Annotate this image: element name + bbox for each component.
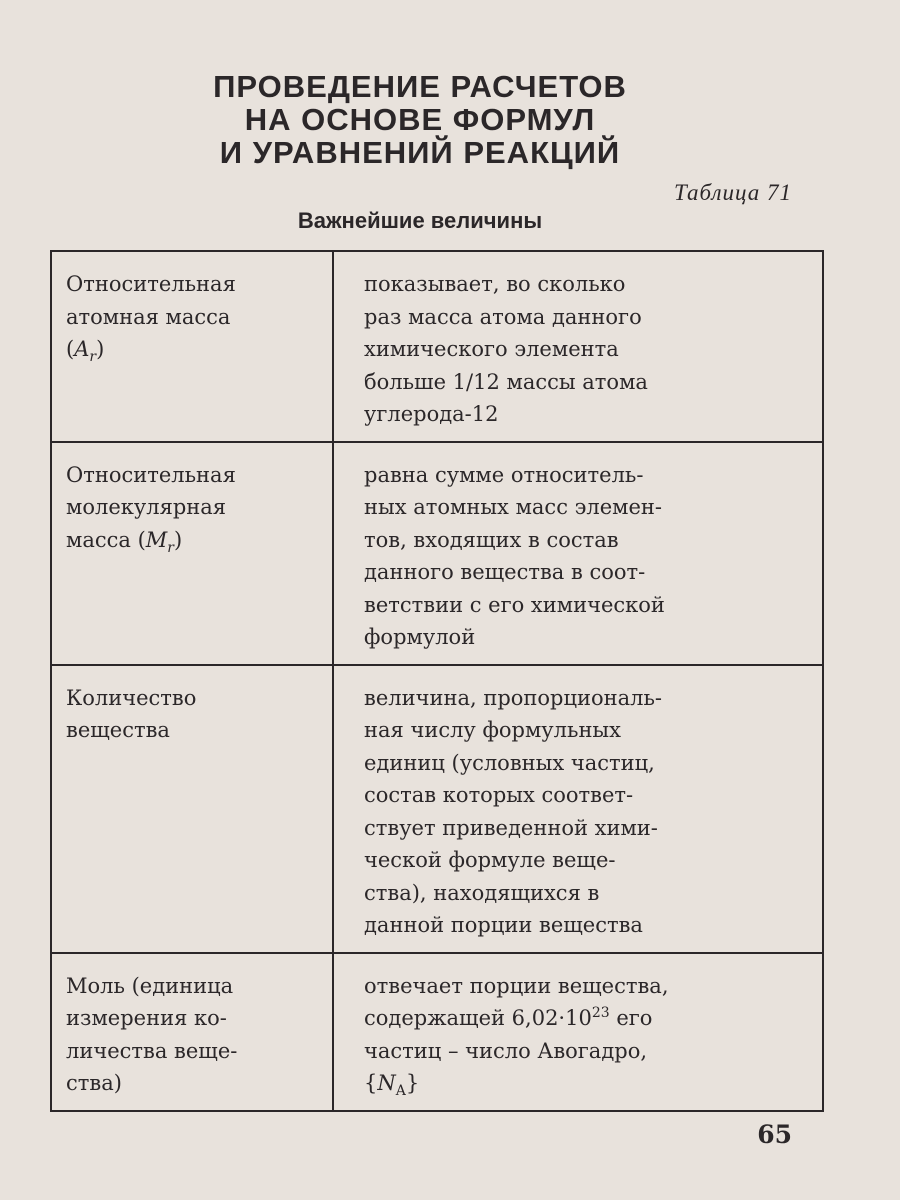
text-line: раз масса атома данного <box>364 304 642 329</box>
table-title: Важнейшие величины <box>297 208 543 233</box>
text-line: больше 1/12 массы атома <box>364 369 648 394</box>
term-cell <box>51 953 333 1111</box>
text-line: $\{N_A\}$ <box>364 1071 420 1100</box>
text-line: ная числу формульных <box>364 718 621 742</box>
table-row <box>51 665 823 953</box>
text-line: личества веще- <box>66 1038 238 1063</box>
text-line: данной порции вещества <box>364 913 643 937</box>
text-line: формулой <box>364 625 476 649</box>
text-line: атомная масса <box>66 304 231 329</box>
definition-cell <box>333 665 823 953</box>
text-line: содержащей $6,02\cdot 10^{23}$ его <box>364 1005 653 1030</box>
text-line: ствует приведенной хими- <box>364 815 658 840</box>
text-line: данного вещества в соот- <box>364 560 646 584</box>
definition-cell <box>333 953 823 1111</box>
text-line: тов, входящих в состав <box>364 527 619 552</box>
title-line: НА ОСНОВЕ ФОРМУЛ <box>244 102 596 137</box>
table-number: Таблица 71 <box>673 180 792 205</box>
text-line: ных атомных масс элемен- <box>364 495 663 519</box>
text-line: ветствии с его химической <box>364 592 665 617</box>
title-line: ПРОВЕДЕНИЕ РАСЧЕТОВ <box>213 69 627 104</box>
term-cell <box>51 442 333 665</box>
term-cell <box>51 665 333 953</box>
page-title <box>0 70 840 169</box>
text-line: Относительная <box>66 462 236 487</box>
text-line: углерода-12 <box>364 402 499 426</box>
text-line: химического элемента <box>364 337 619 361</box>
definition-cell <box>333 442 823 665</box>
table-row <box>51 442 823 665</box>
page-number: 65 <box>757 1120 792 1149</box>
text-line: состав которых соответ- <box>364 783 634 807</box>
text-line: ческой формуле веще- <box>364 848 616 872</box>
text-line: показывает, во сколько <box>364 272 626 296</box>
text-line: молекулярная <box>66 495 227 519</box>
text-line: частиц – число Авогадро, <box>364 1038 648 1063</box>
title-line: И УРАВНЕНИЙ РЕАКЦИЙ <box>219 135 621 170</box>
text-line: единиц (условных частиц, <box>364 750 655 775</box>
definition-cell <box>333 251 823 442</box>
quantities-table <box>50 250 824 1112</box>
text-line: равна сумме относитель- <box>364 462 644 487</box>
text-line: ства), находящихся в <box>364 880 600 905</box>
text-line: масса $(M_r)$ <box>66 527 183 556</box>
text-line: ства) <box>66 1071 122 1095</box>
text-line: величина, пропорциональ- <box>364 685 663 710</box>
text-line: Моль (единица <box>66 973 234 998</box>
table-row <box>51 251 823 442</box>
text-line: Относительная <box>66 272 236 296</box>
text-line: вещества <box>66 718 170 742</box>
text-line: Количество <box>66 685 197 710</box>
term-cell <box>51 251 333 442</box>
text-line: $(A_r)$ <box>66 337 105 366</box>
text-line: отвечает порции вещества, <box>364 973 669 998</box>
table-row <box>51 953 823 1111</box>
text-line: измерения ко- <box>66 1006 227 1030</box>
